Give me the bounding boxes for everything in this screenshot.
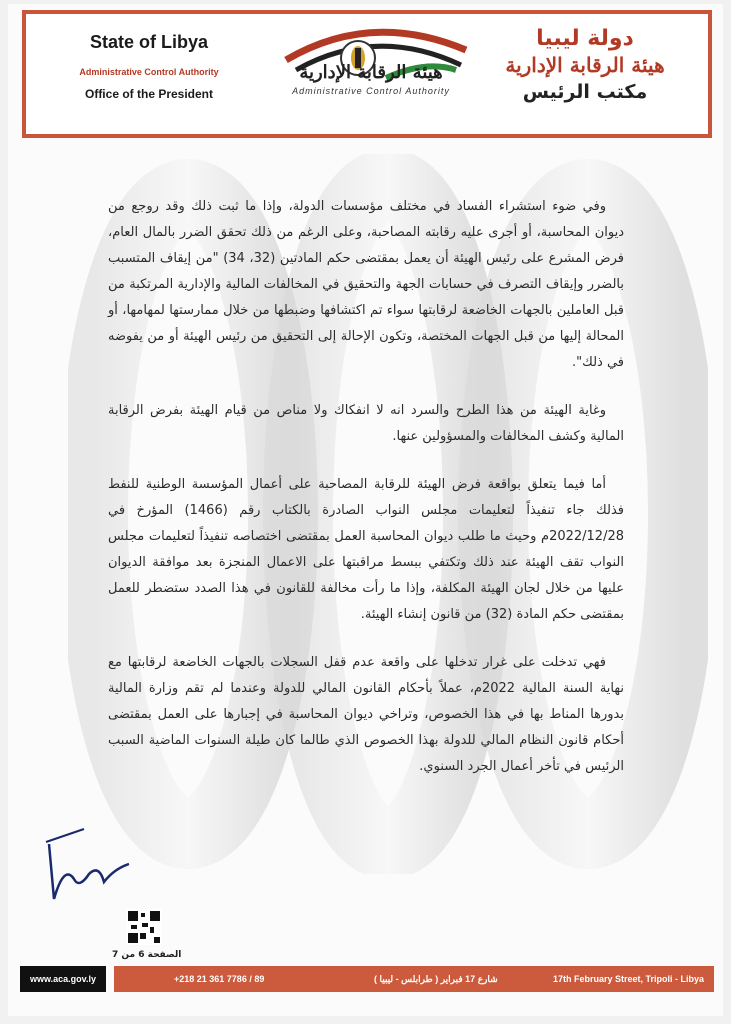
letterhead [22, 10, 712, 138]
paragraph: أما فيما يتعلق بواقعة فرض الهيئة للرقابة المصاحبة على أعمال المؤسسة الوطنية للنفط فذلك جاء تنفيذاً لتعليمات مجلس النواب الصادرة بالكتاب رقم (1466) المؤرخ في 2022/12/28م وحيث ما طلب ديوان المحاسبة العمل بمقتضى اختصاصه تنفيذاً لتعليمات مجلس النواب تقف الهيئة عند ذلك وتكتفي ببسط مراقبتها على الاعمال المنجزة بعد موافقة الديوان عليها من خلال لجان الهيئة المكلفة، وإذا ما رأت مخالفة للقانون في هذا الصدد ستضطر للعمل بمقتضى حكم المادة (32) من قانون إنشاء الهيئة. [108, 477, 624, 622]
arabic-state-title: دولة ليبيا [536, 26, 634, 51]
letterhead-arabic [480, 26, 690, 103]
english-authority-name: Administrative Control Authority [79, 67, 219, 77]
logo-caption: Administrative Control Authority [292, 86, 450, 96]
arabic-authority-name: هيئة الرقابة الإدارية [505, 53, 665, 77]
qr-code-icon [126, 909, 162, 945]
footer-address-arabic: شارع 17 فبراير ( طرابلس - ليبيا ) [374, 974, 498, 984]
footer-address-english: 17th February Street, Tripoli - Libya [552, 974, 704, 984]
document-page [8, 4, 723, 1016]
paragraph: وغاية الهيئة من هذا الطرح والسرد انه لا انفكاك ولا مناص من قيام الهيئة بفرض الرقابة المالية وكشف المخالفات والمسؤولين عنها. [108, 403, 624, 444]
letter-body [108, 194, 624, 802]
paragraph: وفي ضوء استشراء الفساد في مختلف مؤسسات الدولة، وإذا ما ثبت ذلك وقد روجع من ديوان المحاسبة، أو أجرى عليه رقابته المصاحبة، وعلى الرغم من ذلك تحقق الضرر بالمال العام، فرض المشرع على رئيس الهيئة أن يعمل بمقتضى حكم المادتين (32، 34) "من إيقاف المتسبب بالضرر وإيقاف التصرف في حسابات الجهة والتحقيق في المخالفات المالية والإدارية المرتكبة من قبل العاملين بالجهات الخاضعة لرقابتها سواء تم اكتشافها وضبطها من خلال ممارستها لمهامها، أو المحالة إليها من قبل الجهات المختصة، وتكون الإحالة إلى التحقيق من رئيس الهيئة أو من يفوضه في ذلك". [108, 199, 625, 370]
footer-address-bar [114, 966, 714, 992]
arabic-office-name: مكتب الرئيس [522, 81, 648, 103]
letterhead-english [44, 32, 254, 101]
paragraph: فهي تدخلت على غرار تدخلها على واقعة عدم قفل السجلات بالجهات الخاضعة لرقابتها مع نهاية السنة المالية 2022م، عملاً بأحكام القانون المالي للدولة وعندما لم تقم وزارة المالية بدورها المناط بها في هذا الخصوص، وتراخي ديوان المحاسبة في إجبارها على العمل بمقتضى أحكام قانون النظام المالي للدولة بهذا الخصوص الذي طالما كان طيلة السنوات الماضية السبب الرئيس في تأخر أعمال الجرد السنوي. [108, 655, 624, 774]
english-state-title: State of Libya [89, 32, 209, 52]
footer-phone: +218 21 361 7786 / 89 [174, 974, 265, 984]
footer [20, 966, 714, 992]
signature-icon [44, 824, 134, 904]
page-number: الصفحة 6 من 7 [112, 950, 182, 960]
footer-website[interactable]: www.aca.gov.ly [20, 966, 106, 992]
authority-logo-icon [266, 20, 476, 130]
english-office-name: Office of the President [84, 87, 214, 101]
logo-arabic-text: هيئة الرقابة الإدارية [299, 62, 443, 83]
